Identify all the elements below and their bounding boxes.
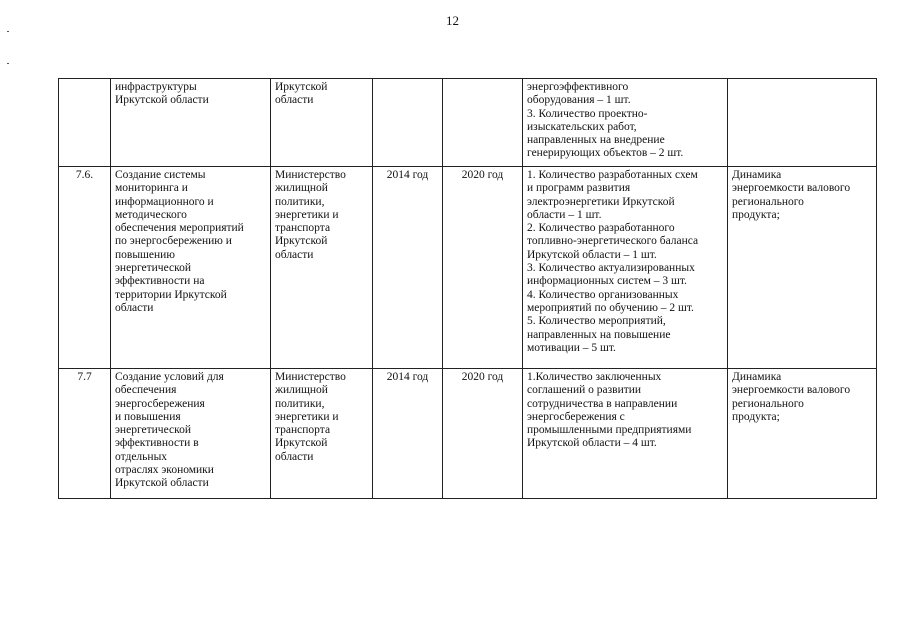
start-year-cell	[373, 79, 443, 167]
indicators-cell: 1. Количество разработанных схем и программ развития электроэнергетики Иркутской области – 1 шт. 2. Количество разработанного топливно-энергетического баланса Иркутской области – 1 шт. 3. Количество актуализированных информационных систем – 3 шт. 4. Количество организованных мероприятий по обучению – 2 шт. 5. Количество мероприятий, направленных на повышение мотивации – 5 шт.	[523, 167, 728, 369]
measure-name-cell: Создание системы мониторинга и информационного и методического обеспечения мероприятий по энергосбережению и повышению энергетической эффективности на территории Иркутской области	[111, 167, 271, 369]
measure-name-cell: инфраструктуры Иркутской области	[111, 79, 271, 167]
executor-cell: Иркутской области	[271, 79, 373, 167]
result-cell	[728, 79, 877, 167]
measures-table	[58, 78, 877, 499]
scan-speck	[7, 31, 9, 32]
row-number-cell: 7.6.	[59, 167, 111, 369]
scan-speck	[7, 63, 9, 64]
page-number: 12	[446, 13, 459, 28]
measure-name-cell: Создание условий для обеспечения энергосбережения и повышения энергетической эффективности в отдельных отраслях экономики Иркутской области	[111, 369, 271, 499]
start-year-cell: 2014 год	[373, 167, 443, 369]
table-row	[59, 79, 877, 167]
row-number-cell	[59, 79, 111, 167]
row-number-cell: 7.7	[59, 369, 111, 499]
end-year-cell: 2020 год	[443, 369, 523, 499]
end-year-cell	[443, 79, 523, 167]
result-cell: Динамика энергоемкости валового регионального продукта;	[728, 369, 877, 499]
indicators-cell: 1.Количество заключенных соглашений о развитии сотрудничества в направлении энергосбережения с промышленными предприятиями Иркутской области – 4 шт.	[523, 369, 728, 499]
executor-cell: Министерство жилищной политики, энергетики и транспорта Иркутской области	[271, 369, 373, 499]
start-year-cell: 2014 год	[373, 369, 443, 499]
indicators-cell: энергоэффективного оборудования – 1 шт. 3. Количество проектно- изыскательских работ, направленных на внедрение генерирующих объектов – 2 шт.	[523, 79, 728, 167]
end-year-cell: 2020 год	[443, 167, 523, 369]
table-row	[59, 167, 877, 369]
table-row	[59, 369, 877, 499]
executor-cell: Министерство жилищной политики, энергетики и транспорта Иркутской области	[271, 167, 373, 369]
result-cell: Динамика энергоемкости валового регионального продукта;	[728, 167, 877, 369]
